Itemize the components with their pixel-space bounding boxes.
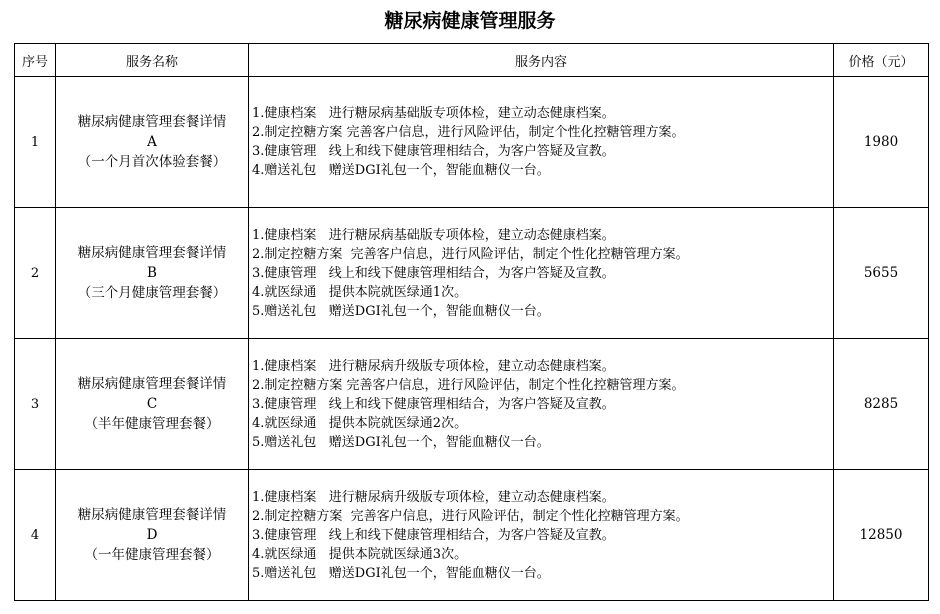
- content-item: 2.制定控糖方案 完善客户信息，进行风险评估，制定个性化控糖管理方案。: [252, 125, 685, 140]
- content-item: 4.就医绿通 提供本院就医绿通2次。: [252, 415, 468, 431]
- table-header-row: [15, 44, 929, 77]
- service-name: 糖尿病健康管理套餐详情: [77, 376, 227, 392]
- service-content-list: [249, 104, 833, 180]
- table-row: [15, 470, 929, 601]
- content-item: 5.赠送礼包 赠送DGI礼包一个，智能血糖仪一台。: [252, 565, 550, 581]
- content-item: 2.制定控糖方案 完善客户信息，进行风险评估，制定个性化控糖管理方案。: [252, 377, 685, 393]
- table-row: [15, 339, 929, 470]
- package-code: B: [147, 265, 157, 281]
- content-item: 4.就医绿通 提供本院就医绿通1次。: [252, 284, 468, 300]
- content-item: 3.健康管理 线上和线下健康管理相结合，为客户答疑及宣教。: [252, 396, 615, 412]
- content-item: 4.就医绿通 提供本院就医绿通3次。: [252, 546, 468, 562]
- price-value: 1980: [863, 134, 899, 150]
- package-description: （半年健康管理套餐）: [84, 416, 220, 432]
- service-name-cell: [56, 208, 249, 339]
- service-content-cell: [249, 470, 834, 601]
- package-description: （三个月健康管理套餐）: [77, 285, 227, 301]
- content-item: 4.赠送礼包 赠送DGI礼包一个，智能血糖仪一台。: [252, 163, 550, 178]
- column-header-service-name: 服务名称: [56, 44, 249, 77]
- price-cell: [834, 77, 929, 208]
- content-item: 2.制定控糖方案 完善客户信息，进行风险评估，制定个性化控糖管理方案。: [252, 508, 689, 524]
- service-content-list: [249, 488, 833, 583]
- table-row: [15, 208, 929, 339]
- column-header-service-content: 服务内容: [249, 44, 834, 77]
- content-item: 3.健康管理 线上和线下健康管理相结合，为客户答疑及宣教。: [252, 527, 615, 543]
- page-title: 糖尿病健康管理服务: [384, 10, 556, 32]
- column-header-number: 序号: [15, 44, 56, 77]
- row-number: 2: [15, 208, 56, 339]
- price-cell: [834, 339, 929, 470]
- package-code: A: [147, 134, 157, 150]
- price-cell: [834, 208, 929, 339]
- package-code: C: [146, 396, 158, 412]
- service-name: 糖尿病健康管理套餐详情: [77, 114, 227, 130]
- row-number: 1: [15, 77, 56, 208]
- content-item: 1.健康档案 进行糖尿病基础版专项体检，建立动态健康档案。: [252, 227, 615, 243]
- content-item: 3.健康管理 线上和线下健康管理相结合，为客户答疑及宣教。: [252, 265, 615, 281]
- service-content-list: [249, 357, 833, 452]
- package-description: （一个月首次体验套餐）: [77, 154, 227, 170]
- content-item: 5.赠送礼包 赠送DGI礼包一个，智能血糖仪一台。: [252, 303, 550, 319]
- price-cell: [834, 470, 929, 601]
- package-code: D: [146, 527, 158, 543]
- service-content-list: [249, 226, 833, 321]
- content-item: 1.健康档案 进行糖尿病升级版专项体检，建立动态健康档案。: [252, 489, 615, 505]
- service-content-cell: [249, 208, 834, 339]
- price-value: 8285: [863, 396, 899, 412]
- package-description: （一年健康管理套餐）: [84, 547, 220, 563]
- service-table: [14, 43, 929, 601]
- table-row: [15, 77, 929, 208]
- content-item: 2.制定控糖方案 完善客户信息，进行风险评估，制定个性化控糖管理方案。: [252, 246, 689, 262]
- service-name-cell: [56, 470, 249, 601]
- content-item: 1.健康档案 进行糖尿病升级版专项体检，建立动态健康档案。: [252, 358, 615, 374]
- column-header-price: 价格（元）: [834, 44, 929, 77]
- row-number: 4: [15, 470, 56, 601]
- service-name: 糖尿病健康管理套餐详情: [77, 507, 227, 523]
- content-item: 5.赠送礼包 赠送DGI礼包一个，智能血糖仪一台。: [252, 434, 550, 450]
- content-item: 3.健康管理 线上和线下健康管理相结合，为客户答疑及宣教。: [252, 144, 615, 159]
- service-name-cell: [56, 77, 249, 208]
- row-number: 3: [15, 339, 56, 470]
- service-content-cell: [249, 339, 834, 470]
- price-value: 12850: [859, 527, 903, 543]
- service-name-cell: [56, 339, 249, 470]
- content-item: 1.健康档案 进行糖尿病基础版专项体检，建立动态健康档案。: [252, 106, 615, 121]
- price-value: 5655: [863, 265, 899, 281]
- service-name: 糖尿病健康管理套餐详情: [77, 245, 227, 261]
- service-content-cell: [249, 77, 834, 208]
